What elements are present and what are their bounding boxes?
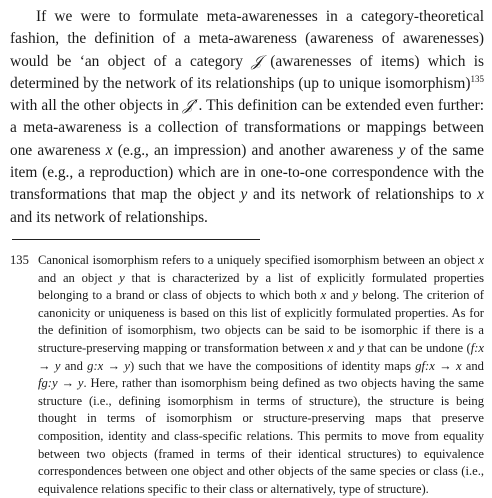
math-expression: f:x → y — [38, 340, 484, 373]
text-run: and — [326, 288, 353, 303]
text-run: ’. This definition can be extended even further: a meta-awareness is a collection of transformations or mappings between one awareness — [10, 97, 484, 159]
math-variable: x — [327, 340, 334, 355]
text-run: that is characterized by a list of explicitly formulated properties belonging to a brand or class of objects to which both — [38, 270, 484, 303]
category-symbol: 𝒥 — [182, 97, 194, 115]
text-run: (e.g., an impression) and another awareness — [112, 141, 399, 159]
math-variable: y — [358, 340, 364, 355]
text-run: Canonical isomorphism refers to a uniquely specified isomorphism between an object — [38, 252, 479, 267]
math-variable: x — [477, 186, 484, 204]
text-run: . Here, rather than isomorphism being defined as two objects having the same structure (i.e., defining isomorphism in terms of structure), the structure is being thought in terms of isomorphism or structure-preserving maps that preserve composition, identity and class-specific relations. This permits to move from equality between two objects (framed in terms of their identical structures) to equivalence correspondences between one object and other objects of the same species or class (i.e., equivalence relations specific to their class or alternatively, type of structure). — [38, 376, 485, 496]
text-run: and — [461, 358, 484, 373]
text-run: ) such that we have the compositions of identity maps — [129, 358, 416, 373]
math-variable: y — [398, 141, 406, 159]
math-variable: x — [320, 288, 327, 303]
text-run: and its network of relationships. — [10, 208, 208, 226]
footnote-number: 135 — [10, 252, 29, 267]
text-run: and — [60, 358, 88, 373]
math-variable: y — [352, 288, 359, 303]
text-run: belong. The criterion of canonicity or uniqueness is based on this list of explicitly formulated properties. As for the definition of isomorphism, two objects can be said to be isomorphic if there is a structure-preserving mapping or transformation between — [38, 288, 484, 355]
math-variable: y — [240, 186, 248, 204]
text-run: and an object — [38, 270, 120, 285]
text-run: that can be undone ( — [363, 340, 471, 355]
math-expression: fg:y → y — [38, 376, 84, 391]
footnote-reference[interactable]: 135 — [470, 73, 484, 84]
footnote — [10, 252, 484, 498]
math-variable: x — [105, 141, 113, 159]
text-run: of the same item (e.g., a reproduction) which are in one-to-one correspondence with the transformations that map the object — [10, 141, 485, 204]
category-symbol: 𝒥 — [251, 52, 262, 70]
math-expression: g:x → y — [87, 358, 130, 373]
text-run: If we were to formulate meta-awarenesses in a category-theoretical fashion, the definition of a meta-awareness (awareness of awarenesses) would be ‘an object of a category — [10, 8, 484, 70]
main-paragraph — [10, 6, 484, 229]
math-variable: y — [119, 270, 125, 285]
text-run: (awarenesses of items) which is determined by the network of its relationships (up to unique isomorphism) — [10, 52, 485, 92]
math-variable: x — [478, 252, 484, 267]
footnote-separator — [12, 239, 260, 240]
math-expression: gf:x → x — [415, 358, 462, 373]
text-run: with all the other objects in — [10, 97, 183, 115]
text-run: and its network of relationships to — [247, 186, 478, 204]
text-run: and — [333, 340, 359, 355]
